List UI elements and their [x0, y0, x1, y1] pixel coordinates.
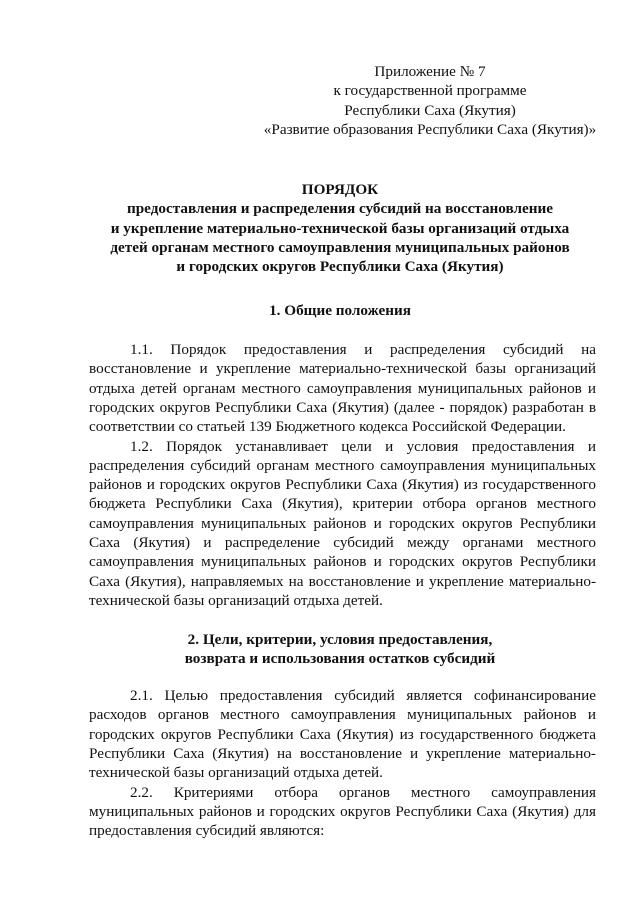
text-line: расходов органов местного самоуправления муниципальных районов и — [89, 706, 596, 724]
text-line: 2.1. Целью предоставления субсидий является софинансирование — [130, 687, 596, 704]
title-line: и городских округов Республики Саха (Якутия) — [176, 258, 504, 276]
appendix-line: к государственной программе — [333, 82, 527, 100]
title-line: и укрепление материально-технической базы организаций отдыха — [110, 219, 570, 237]
section-heading-text: 2. Цели, критерии, условия предоставления, — [187, 631, 493, 648]
text-line: восстановление и укрепление материально-технической базы организаций — [89, 360, 596, 378]
appendix-number: Приложение № 7 — [374, 63, 486, 80]
section-1-heading — [80, 301, 600, 320]
text-line: Саха (Якутия), направляемых на восстановление и укрепление материально- — [89, 572, 596, 590]
text-line: 2.2. Критериями отбора органов местного самоуправления — [130, 783, 596, 801]
text-line: Республики Саха (Якутия) на восстановление и укрепление материально- — [89, 744, 596, 762]
appendix-line: Республики Саха (Якутия) — [344, 101, 516, 119]
text-line: технической базы организаций отдыха детей. — [89, 591, 383, 609]
paragraph-1-1 — [89, 340, 596, 436]
text-line: самоуправления муниципальных районов и городских округов Республики — [89, 514, 596, 532]
text-line: Саха (Якутия) и распределение субсидий между органами местного — [89, 533, 596, 551]
document-title — [80, 180, 600, 276]
text-line: отдыха детей органам местного самоуправления муниципальных районов и — [89, 379, 596, 397]
text-line: районов и городских округов Республики Саха (Якутия) из государственного — [89, 476, 596, 494]
text-line: соответствии со статьей 139 Бюджетного кодекса Российской Федерации. — [89, 418, 566, 436]
appendix-header — [250, 62, 610, 139]
section-heading-text: 1. Общие положения — [269, 302, 411, 319]
section-heading-text: возврата и использования остатков субсидий — [184, 650, 496, 668]
text-line: предоставления субсидий являются: — [89, 822, 325, 840]
paragraph-2-1 — [89, 686, 596, 782]
text-line: городских округов Республики Саха (Якутия) из государственного бюджета — [89, 725, 596, 743]
text-line: технической базы организаций отдыха детей. — [89, 764, 383, 782]
paragraph-2-2 — [89, 783, 596, 841]
appendix-program-name: «Развитие образования Республики Саха (Якутия)» — [263, 120, 597, 138]
title-line: детей органам местного самоуправления муниципальных районов — [110, 238, 570, 256]
text-line: 1.2. Порядок устанавливает цели и условия предоставления и — [130, 437, 596, 455]
section-2-heading — [80, 630, 600, 669]
text-line: бюджета Республики Саха (Якутия), критерии отбора органов местного — [89, 495, 596, 513]
text-line: распределения субсидий органам местного самоуправления муниципальных — [89, 456, 596, 474]
title-line: предоставления и распределения субсидий на восстановление — [126, 200, 554, 218]
paragraph-1-2 — [89, 437, 596, 611]
text-line: городских округов Республики Саха (Якутия) (далее - порядок) разработан в — [89, 398, 596, 416]
text-line: муниципальных районов и городских округов Республики Саха (Якутия) для — [89, 802, 596, 820]
title-main: ПОРЯДОК — [301, 181, 379, 198]
text-line: 1.1. Порядок предоставления и распределения субсидий на — [130, 341, 596, 358]
text-line: самоуправления муниципальных районов и городских округов Республики — [89, 553, 596, 571]
